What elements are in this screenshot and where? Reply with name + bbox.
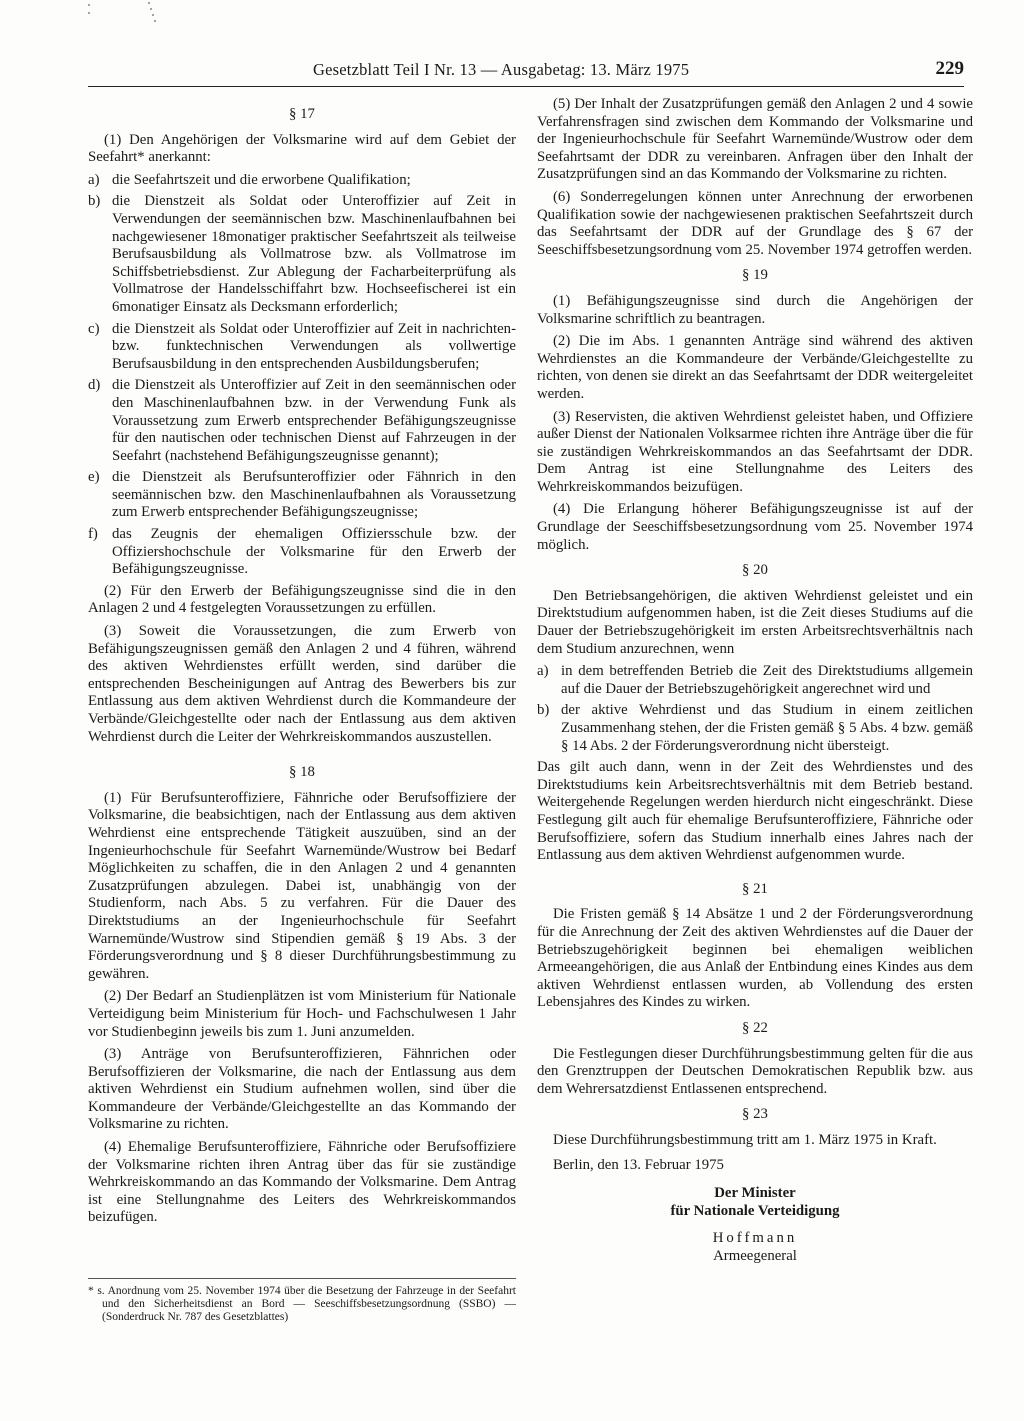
place-date: Berlin, den 13. Februar 1975	[553, 1157, 724, 1174]
list-text: das Zeugnis der ehemaligen Offiziersschule bzw. der Offiziershochschule der Volksmarine für den Erwerb der Befähigungszeugnisse.	[112, 526, 516, 578]
list-item	[88, 469, 516, 522]
paragraph: (2) Der Bedarf an Studienplätzen ist vom Ministerium für Nationale Verteidigung beim Ministerium für Hoch- und Fachschulwesen 1 Jahr vor Studienbeginn jeweils bis zum 1. Juni anzumelden.	[88, 988, 516, 1040]
list-item	[88, 321, 516, 374]
paragraph: (2) Für den Erwerb der Befähigungszeugnisse sind die in den Anlagen 2 und 4 festgelegten Voraussetzungen zu erfüllen.	[88, 582, 516, 617]
section-heading: § 19	[742, 267, 768, 284]
footnote-text: * s. Anordnung vom 25. November 1974 über die Besetzung der Fahrzeuge in der Seefahrt und den Sicherheitsdienst an Bord — Seeschiffsbesetzungsordnung (SSBO) — (Sonderdruck Nr. 787 des Gesetzblattes)	[88, 1285, 516, 1323]
section-heading: § 23	[742, 1106, 768, 1123]
paragraph: (3) Reservisten, die aktiven Wehrdienst geleistet haben, und Offiziere außer Dienst der Nationalen Volksarmee richten ihre Anträge über die für sie zuständigen Wehrkreiskommandos an das Seefahrtsamt der DDR. Dem Antrag ist eine Stellungnahme des Leiters des Wehrkreiskommandos beizufügen.	[537, 408, 973, 495]
signatory-title: Der Minister	[714, 1185, 796, 1202]
list-item	[537, 663, 973, 698]
header-title: Gesetzblatt Teil I Nr. 13 — Ausgabetag: 13. März 1975	[313, 60, 690, 79]
paragraph: Diese Durchführungsbestimmung tritt am 1. März 1975 in Kraft.	[553, 1131, 937, 1148]
section-heading: § 21	[742, 880, 768, 897]
right-column	[537, 96, 973, 1265]
list-item	[537, 702, 973, 755]
list-text: in dem betreffenden Betrieb die Zeit des Direktstudiums allgemein auf die Dauer der Betriebszugehörigkeit angerechnet wird und	[561, 663, 973, 697]
page-number: 229	[935, 58, 964, 79]
paragraph: (5) Der Inhalt der Zusatzprüfungen gemäß den Anlagen 2 und 4 sowie Verfahrensfragen sind zwischen dem Kommando der Volksmarine und der Ingenieurhochschule für Seefahrt Warnemünde/Wustrow oder dem Seefahrtsamt der DDR zu vereinbaren. Anfragen über den Inhalt der Zusatzprüfungen sind an das Kommando der Volksmarine zu richten.	[537, 96, 973, 183]
paragraph: (3) Soweit die Voraussetzungen, die zum Erwerb von Befähigungszeugnissen gemäß den Anlagen 2 und 4 führen, während des aktiven Wehrdienstes erfüllt werden, sind darüber die entsprechenden Bescheinigungen auf Antrag des Bewerbers bis zur Entlassung aus dem aktiven Wehrdienst durch die Kommandeure der Verbände/Gleichgestellte oder nach der Entlassung aus dem aktiven Wehrdienst durch die Leiter der Wehrkreiskommandos auszustellen.	[88, 623, 516, 745]
paragraph: (4) Ehemalige Berufsunteroffiziere, Fähnriche oder Berufsoffiziere der Volksmarine richten ihren Antrag über das für sie zuständige Wehrkreiskommando an das Kommando der Volksmarine. Dem Antrag ist eine Stellungnahme des Leiters des Wehrkreiskommandos beizufügen.	[88, 1139, 516, 1226]
left-column	[88, 96, 516, 1232]
list-marker: e)	[88, 469, 100, 486]
section-heading: § 20	[742, 562, 768, 579]
list-text: die Dienstzeit als Unteroffizier auf Zeit in den seemännischen oder den Maschinenlaufbahnen bzw. in der Verwendung Funk als Voraussetzung zum Erwerb entsprechender Befähigungszeugnisse für den nautischen oder technischen Dienst auf Fahrzeugen in der Seefahrt (nachstehend Befähigungszeugnisse genannt);	[112, 377, 516, 464]
paragraph: (1) Für Berufsunteroffiziere, Fähnriche oder Berufsoffiziere der Volksmarine, die beabsichtigen, nach der Entlassung aus dem aktiven Wehrdienst eine entsprechende Tätigkeit auszuüben, sind an der Ingenieurhochschule für Seefahrt Warnemünde/Wustrow bei Bedarf Möglichkeiten zu schaffen, die in den Anlagen 2 und 4 genannten Zusatzprüfungen abzulegen. Dabei ist, unabhängig von der Studienform, nach Abs. 5 zu verfahren. Für die Dauer des Direktstudiums an der Ingenieurhochschule für Seefahrt Warnemünde/Wustrow sind Stipendien gemäß § 19 Abs. 3 der Förderungsverordnung und § 8 dieser Durchführungsbestimmung zu gewähren.	[88, 789, 516, 982]
list-item	[88, 526, 516, 579]
list-marker: b)	[88, 193, 101, 210]
paragraph: Das gilt auch dann, wenn in der Zeit des Wehrdienstes und des Direktstudiums kein Arbeitsrechtsverhältnis mit dem Betrieb bestand. Weitergehende Regelungen werden hierdurch nicht eingeschränkt. Diese Festlegung gilt auch für ehemalige Berufsunteroffiziere, Fähnriche oder Berufsoffiziere, sofern das Studium innerhalb eines Jahres nach der Entlassung aus dem aktiven Wehrdienst aufgenommen wurde.	[537, 759, 973, 864]
paragraph: (1) Befähigungszeugnisse sind durch die Angehörigen der Volksmarine schriftlich zu beantragen.	[537, 292, 973, 327]
signatory-name: Hoffmann	[712, 1230, 798, 1247]
paragraph: Die Fristen gemäß § 14 Absätze 1 und 2 der Förderungsverordnung für die Anrechnung der Zeit des aktiven Wehrdienstes auf die Dauer der Betriebszugehörigkeit beginnen bei ehemaligen weiblichen Armeeangehörigen, die aus Anlaß der Entbindung eines Kindes aus dem aktiven Wehrdienst entlassen wurden, ab Vollendung des ersten Lebensjahres des Kindes zu wirken.	[537, 906, 973, 1011]
page-header	[88, 60, 964, 87]
signature-block	[537, 1185, 973, 1265]
paragraph: (6) Sonderregelungen können unter Anrechnung der erworbenen Qualifikation sowie der nachgewiesenen praktischen Seefahrtszeit durch das Seefahrtsamt der DDR auf der Grundlage des § 67 der Seeschiffsbesetzungsordnung vom 25. November 1974 getroffen werden.	[537, 188, 973, 258]
paragraph: (1) Den Angehörigen der Volksmarine wird auf dem Gebiet der Seefahrt* anerkannt:	[88, 131, 516, 166]
list-item	[88, 193, 516, 316]
list-marker: d)	[88, 377, 101, 394]
section-heading: § 17	[289, 106, 315, 122]
list-marker: a)	[537, 663, 549, 680]
list-marker: a)	[88, 171, 100, 188]
section-heading: § 18	[289, 764, 315, 781]
paragraph: Den Betriebsangehörigen, die aktiven Wehrdienst geleistet und ein Direktstudium aufgenommen haben, ist die Zeit dieses Studiums auf die Dauer der Betriebszugehörigkeit im ersten Arbeitsrechtsverhältnis nach dem Studium anzurechnen, wenn	[537, 587, 973, 657]
list-text: die Seefahrtszeit und die erworbene Qualifikation;	[112, 171, 411, 188]
paragraph: (2) Die im Abs. 1 genannten Anträge sind während des aktiven Wehrdienstes an die Kommandeure der Verbände/Gleichgestellte zu richten, von denen sie direkt an das Seefahrtsamt der DDR weitergeleitet werden.	[537, 333, 973, 402]
list-marker: f)	[88, 526, 98, 543]
list-text: der aktive Wehrdienst und das Studium in einem zeitlichen Zusammenhang stehen, der die Fristen gemäß § 5 Abs. 4 bzw. gemäß § 14 Abs. 2 der Förderungsverordnung nicht übersteigt.	[561, 702, 973, 754]
paragraph: (4) Die Erlangung höherer Befähigungszeugnisse ist auf der Grundlage der Seeschiffsbesetzungsordnung vom 25. November 1974 möglich.	[537, 501, 973, 553]
signatory-office: für Nationale Verteidigung	[670, 1202, 840, 1219]
footnote	[88, 1278, 516, 1324]
list-text: die Dienstzeit als Soldat oder Unteroffizier auf Zeit in Verwendungen der seemännischen bzw. Maschinenlaufbahnen bei nachgewiesener 18monatiger praktischer Seefahrtszeit als teilweise Berufsausbildung als Vollmatrose bzw. als Vollmatrose im Schiffsbetriebsdienst. Zur Ablegung der Facharbeiterprüfung als Vollmatrose der Handelsschiffahrt bzw. Hochseefischerei ist ein 6monatiger Einsatz als Decksmann erforderlich;	[112, 193, 516, 315]
list-text: die Dienstzeit als Soldat oder Unteroffizier auf Zeit in nachrichten- bzw. funktechnischen Verwendungen als vollwertige Berufsausbildung in den entsprechenden Ausbildungsberufen;	[112, 320, 516, 372]
paragraph: Die Festlegungen dieser Durchführungsbestimmung gelten für die aus den Grenztruppen der Deutschen Demokratischen Republik bzw. aus dem Wehrersatzdienst Entlassenen entsprechend.	[537, 1045, 973, 1097]
paragraph: (3) Anträge von Berufsunteroffizieren, Fähnrichen oder Berufsoffizieren der Volksmarine, die nach der Entlassung aus dem aktiven Wehrdienst ein Studium aufnehmen wollen, sind über die Kommandeure der Verbände/Gleichgestellte an das Kommando der Volksmarine zu richten.	[88, 1046, 516, 1133]
scan-marks	[88, 0, 168, 28]
list-item	[88, 377, 516, 465]
signatory-rank: Armeegeneral	[713, 1247, 797, 1264]
list-item	[88, 172, 516, 190]
list-marker: c)	[88, 320, 100, 337]
list-marker: b)	[537, 702, 550, 719]
list-text: die Dienstzeit als Berufsunteroffizier oder Fähnrich in den seemännischen bzw. den Maschinenlaufbahnen als Voraussetzung zum Erwerb entsprechender Befähigungszeugnisse;	[112, 469, 516, 521]
section-heading: § 22	[742, 1019, 768, 1036]
